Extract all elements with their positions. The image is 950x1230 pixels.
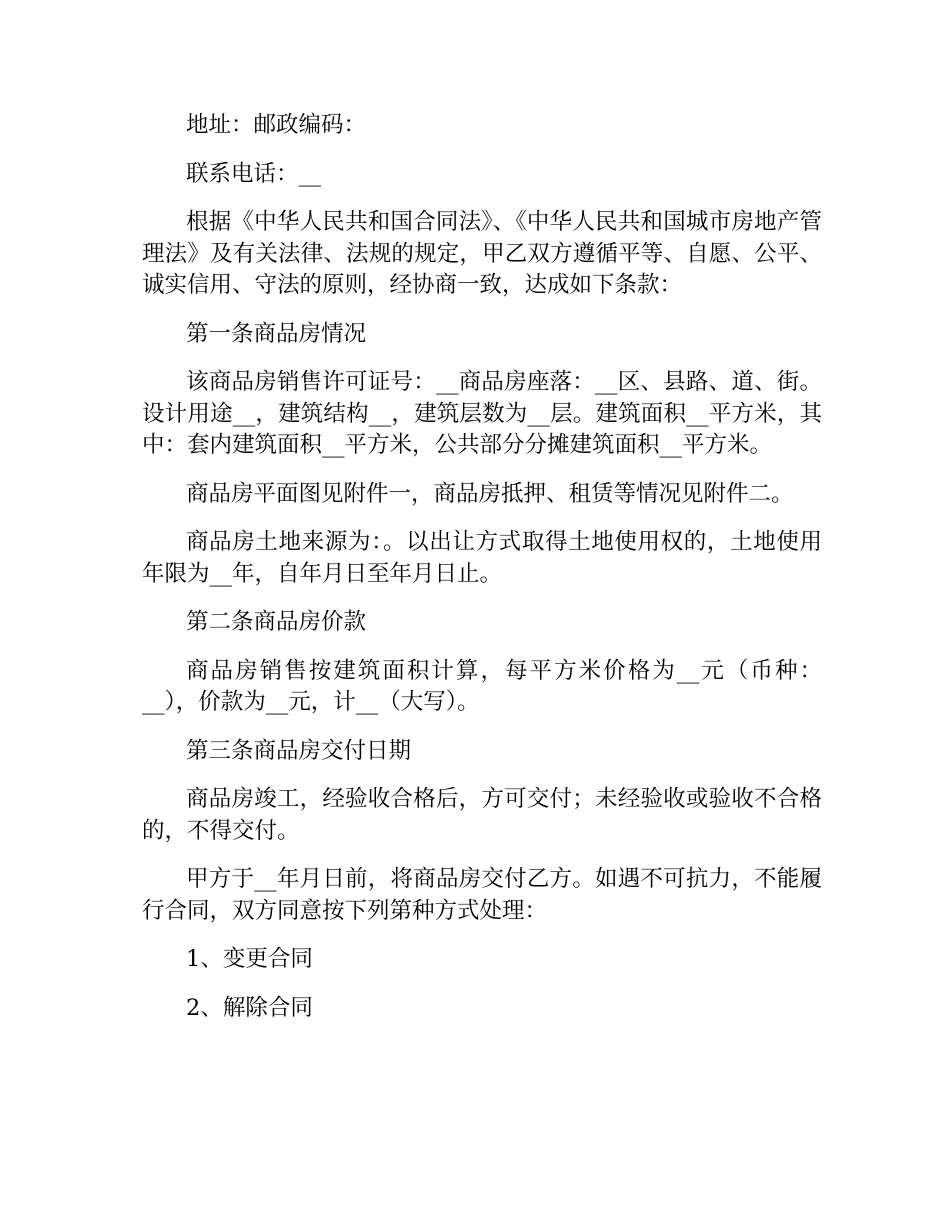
article-3-heading: 第三条商品房交付日期 bbox=[186, 737, 412, 764]
article-1-land-source: 商品房土地来源为：。以出让方式取得土地使用权的，土地使用年限为__年，自年月日至年月日止。 bbox=[142, 529, 822, 587]
article-1-heading: 第一条商品房情况 bbox=[186, 320, 367, 347]
article-1-details: 该商品房销售许可证号：__商品房座落：__区、县路、道、街。设计用途__，建筑结构__，建筑层数为__层。建筑面积__平方米，其中：套内建筑面积__平方米，公共部分分摊建筑面积__平方米。 bbox=[142, 369, 822, 458]
article-2-price: 商品房销售按建筑面积计算，每平方米价格为__元（币种：__），价款为__元，计__（大写）。 bbox=[142, 657, 822, 715]
article-3-delivery: 甲方于__年月日前，将商品房交付乙方。如遇不可抗力，不能履行合同，双方同意按下列第种方式处理： bbox=[142, 866, 822, 924]
article-3-acceptance: 商品房竣工，经验收合格后，方可交付；未经验收或验收不合格的，不得交付。 bbox=[142, 786, 822, 844]
preamble-paragraph: 根据《中华人民共和国合同法》、《中华人民共和国城市房地产管理法》及有关法律、法规的规定，甲乙双方遵循平等、自愿、公平、诚实信用、守法的原则，经协商一致，达成如下条款： bbox=[142, 209, 822, 298]
address-line: 地址：邮政编码： bbox=[186, 112, 367, 138]
article-2-heading: 第二条商品房价款 bbox=[186, 609, 367, 635]
article-1-attachments: 商品房平面图见附件一，商品房抵押、租赁等情况见附件二。 bbox=[186, 480, 794, 507]
document-body bbox=[142, 110, 822, 1041]
option-1: 1、变更合同 bbox=[186, 946, 313, 972]
option-2: 2、解除合同 bbox=[186, 994, 313, 1021]
phone-line: 联系电话：__ bbox=[186, 160, 322, 187]
